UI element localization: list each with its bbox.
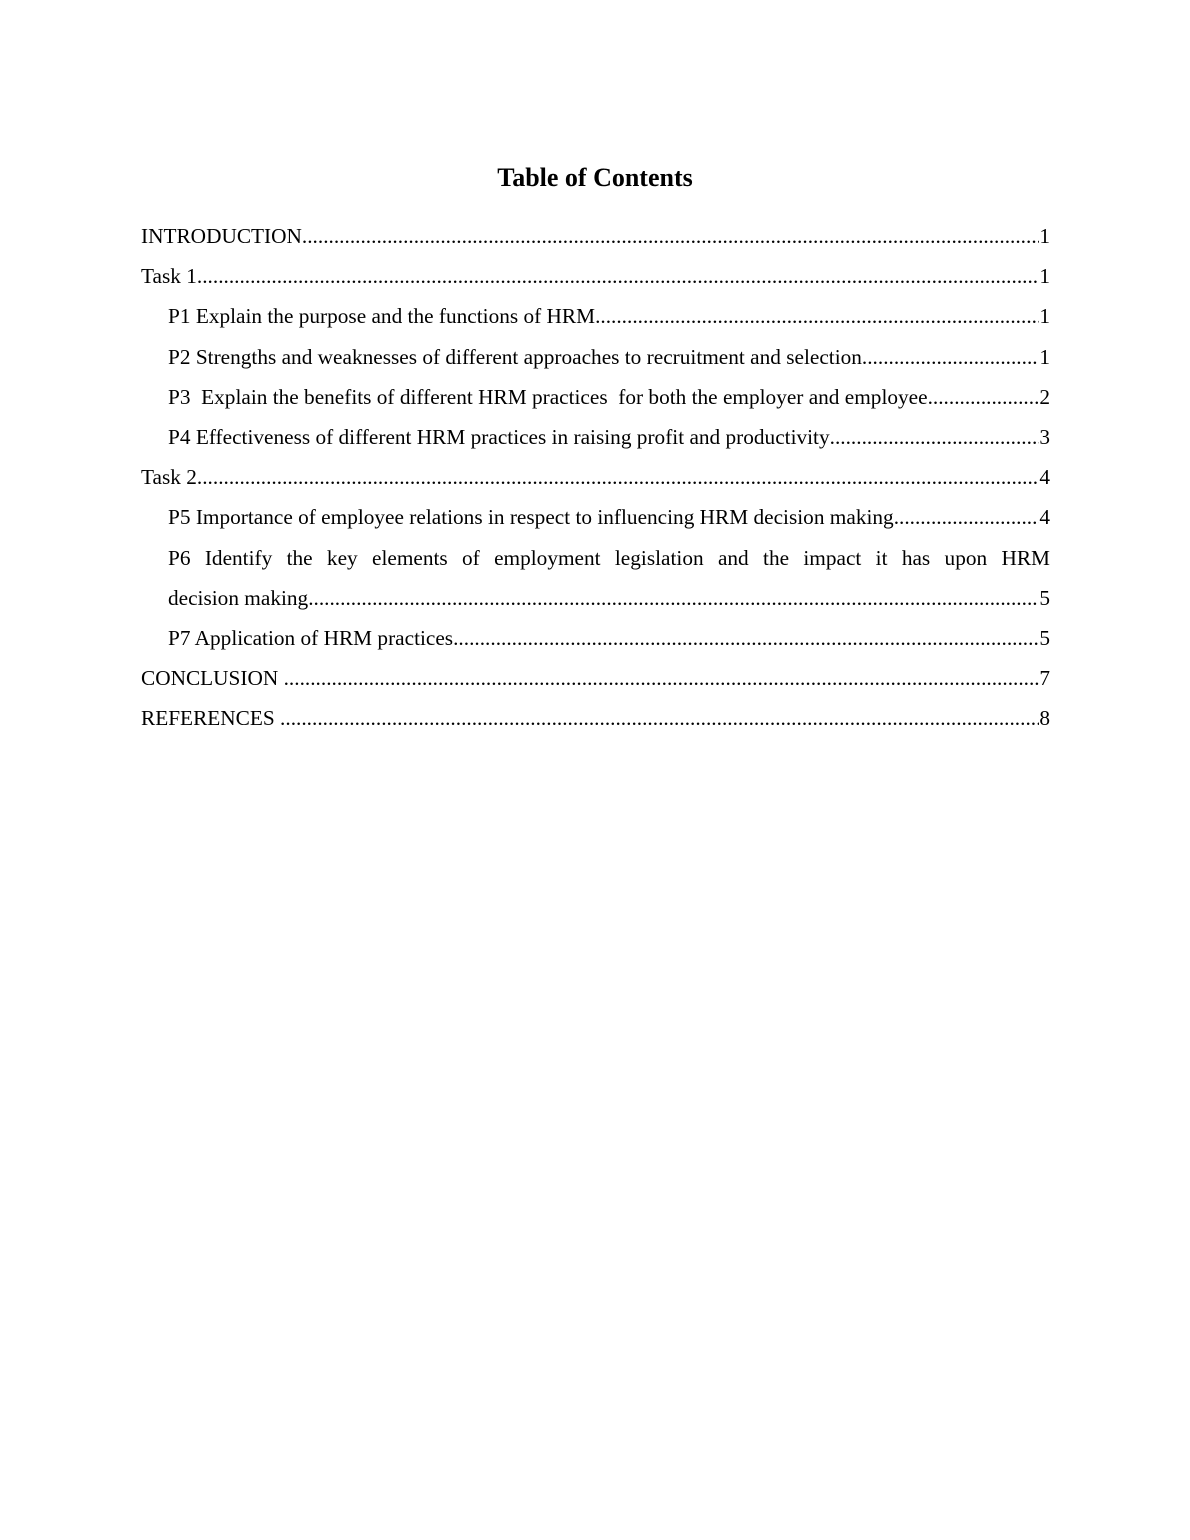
toc-dot-leader: [595, 296, 1039, 336]
toc-entry-text: P2 Strengths and weaknesses of different approaches to recruitment and selection: [168, 344, 862, 369]
toc-dot-leader: [302, 216, 1039, 256]
toc-entry-task-1[interactable]: [141, 256, 1050, 296]
toc-dot-leader: [928, 377, 1040, 417]
toc-entry-references[interactable]: [141, 698, 1050, 738]
toc-entry-text-line-2: decision making: [168, 585, 309, 610]
toc-entry-p6[interactable]: [141, 538, 1050, 618]
toc-dot-leader: [862, 337, 1039, 377]
toc-entry-text: REFERENCES: [141, 706, 281, 731]
toc-entry-p4[interactable]: [141, 417, 1050, 457]
toc-dot-leader: [284, 658, 1040, 698]
toc-dot-leader: [280, 698, 1039, 738]
toc-dot-leader: [830, 417, 1040, 457]
toc-page-number: 2: [1039, 384, 1050, 409]
toc-entry-text: P4 Effectiveness of different HRM practices in raising profit and productivity: [168, 424, 830, 449]
toc-dot-leader: [894, 497, 1040, 537]
table-of-contents: [141, 216, 1050, 738]
toc-dot-leader: [453, 618, 1039, 658]
toc-entry-p7[interactable]: [141, 618, 1050, 658]
toc-entry-text: Task 1: [141, 264, 197, 289]
toc-page-number: 1: [1039, 224, 1050, 248]
toc-entry-text: P7 Application of HRM practices: [168, 625, 454, 650]
toc-page-number: 1: [1039, 264, 1050, 289]
toc-entry-p2[interactable]: [141, 337, 1050, 377]
toc-entry-line-2: [168, 578, 1050, 618]
toc-dot-leader: [308, 578, 1039, 618]
toc-entry-task-2[interactable]: [141, 457, 1050, 497]
toc-page-number: 3: [1039, 424, 1050, 449]
toc-page-number: 5: [1039, 625, 1050, 650]
toc-page-number: 7: [1039, 666, 1050, 691]
toc-page-number: 4: [1039, 505, 1050, 530]
toc-entry-text: P5 Importance of employee relations in respect to influencing HRM decision making: [168, 505, 894, 530]
toc-title: Table of Contents: [497, 163, 693, 192]
toc-page-number: 1: [1039, 344, 1050, 369]
toc-page-number: 4: [1039, 465, 1050, 490]
toc-page-number: 5: [1039, 585, 1050, 610]
toc-entry-p5[interactable]: [141, 497, 1050, 537]
toc-entry-p1[interactable]: [141, 296, 1050, 336]
toc-entry-conclusion[interactable]: [141, 658, 1050, 698]
toc-entry-p3[interactable]: [141, 377, 1050, 417]
toc-entry-text-line-1: P6 Identify the key elements of employment legislation and the impact it has upon HRM: [168, 545, 1050, 570]
toc-entry-text: INTRODUCTION: [141, 224, 302, 248]
toc-dot-leader: [197, 256, 1039, 296]
toc-entry-text: P1 Explain the purpose and the functions of HRM: [168, 304, 596, 329]
toc-entry-text: CONCLUSION: [141, 666, 284, 691]
toc-entry-introduction[interactable]: [141, 216, 1050, 256]
toc-page-number: 1: [1039, 304, 1050, 329]
toc-entry-text: Task 2: [141, 465, 197, 490]
toc-entry-text: P3 Explain the benefits of different HRM practices for both the employer and employee: [168, 384, 928, 409]
toc-dot-leader: [197, 457, 1039, 497]
toc-page-number: 8: [1039, 706, 1050, 731]
